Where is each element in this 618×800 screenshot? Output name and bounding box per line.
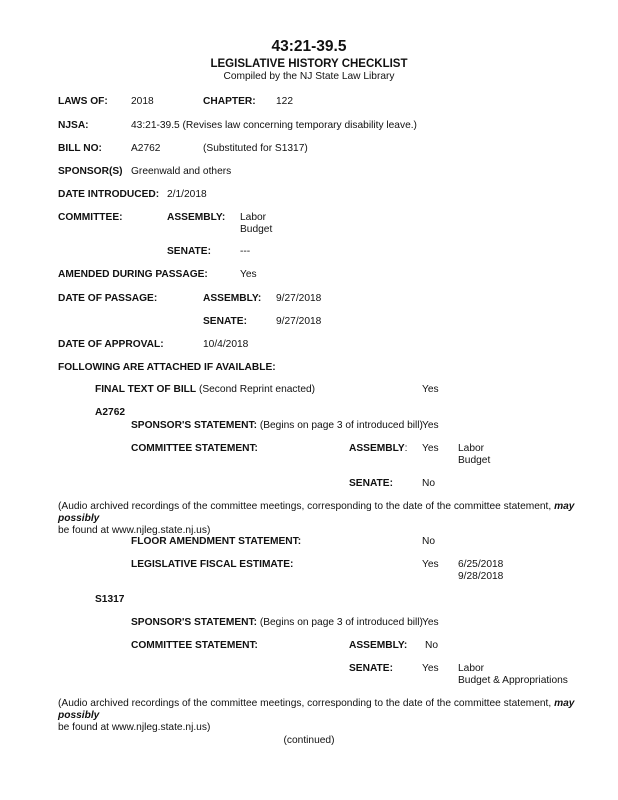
final-text-row: [95, 384, 315, 396]
a-sponsor-note: (Begins on page 3 of introduced bill): [257, 420, 423, 431]
committee-senate-label: SENATE:: [167, 246, 211, 257]
audio-note-link-text: be found at www.njleg.state.nj.us): [58, 722, 211, 733]
audio-note-link-text: be found at www.njleg.state.nj.us): [58, 525, 211, 536]
a-committee-assembly-item: Labor: [458, 443, 485, 454]
a-committee-label: COMMITTEE STATEMENT:: [131, 443, 258, 454]
sponsor-label: SPONSOR(S): [58, 166, 123, 177]
njsa-label: NJSA:: [58, 120, 89, 131]
bill-heading-s1317: S1317: [95, 594, 125, 605]
s-sponsor-label: SPONSOR'S STATEMENT:: [131, 617, 257, 628]
bill-substitution-note: (Substituted for S1317): [203, 143, 308, 154]
laws-of-value: 2018: [131, 96, 154, 107]
a-sponsor-value: Yes: [422, 420, 439, 431]
audio-note: [58, 698, 603, 734]
final-text-value: Yes: [422, 384, 439, 395]
a-floor-value: No: [422, 536, 436, 547]
s-committee-assembly-value: No: [425, 640, 439, 651]
passage-assembly-label: ASSEMBLY:: [203, 293, 262, 304]
a-committee-assembly-label: ASSEMBLY: [349, 443, 405, 454]
date-introduced-value: 2/1/2018: [167, 189, 207, 200]
a-committee-senate-label: SENATE:: [349, 478, 393, 489]
bill-no-value: A2762: [131, 143, 161, 154]
njsa-value: 43:21-39.5 (Revises law concerning temporary disability leave.): [131, 120, 417, 131]
s-sponsor-value: Yes: [422, 617, 439, 628]
sponsor-value: Greenwald and others: [131, 166, 232, 177]
page-subtitle: Compiled by the NJ State Law Library: [223, 71, 395, 82]
passage-label: DATE OF PASSAGE:: [58, 293, 158, 304]
chapter-label: CHAPTER:: [203, 96, 256, 107]
s-committee-senate-label: SENATE:: [349, 663, 393, 674]
s-sponsor-row: [131, 617, 423, 629]
amended-value: Yes: [240, 269, 257, 280]
bill-heading-a2762: A2762: [95, 407, 126, 418]
page-title: LEGISLATIVE HISTORY CHECKLIST: [210, 58, 408, 70]
a-committee-assembly-value: Yes: [422, 443, 439, 454]
approval-value: 10/4/2018: [203, 339, 249, 350]
date-introduced-label: DATE INTRODUCED:: [58, 189, 160, 200]
passage-senate-value: 9/27/2018: [276, 316, 322, 327]
audio-note-text: (Audio archived recordings of the committee meetings, corresponding to the date of the committee statement,: [58, 501, 555, 512]
s-committee-senate-item: Labor: [458, 663, 485, 674]
a-committee-assembly-colon: :: [404, 443, 408, 454]
a-committee-senate-value: No: [422, 478, 436, 489]
passage-assembly-value: 9/27/2018: [276, 293, 322, 304]
final-text-note: (Second Reprint enacted): [196, 384, 316, 395]
committee-assembly-item: Budget: [240, 224, 273, 235]
a-floor-label: FLOOR AMENDMENT STATEMENT:: [131, 536, 302, 547]
committee-assembly-item: Labor: [240, 212, 267, 223]
laws-of-label: LAWS OF:: [58, 96, 108, 107]
audio-note: [58, 501, 603, 537]
chapter-value: 122: [276, 96, 293, 107]
a-fiscal-value: Yes: [422, 559, 439, 570]
a-fiscal-date: 6/25/2018: [458, 559, 504, 570]
bill-no-label: BILL NO:: [58, 143, 102, 154]
s-committee-senate-item: Budget & Appropriations: [458, 675, 568, 686]
continued-note: (continued): [283, 735, 335, 746]
a-committee-assembly-item: Budget: [458, 455, 491, 466]
final-text-label: FINAL TEXT OF BILL: [95, 384, 197, 395]
audio-note-emphasis: may possibly: [58, 698, 575, 721]
s-sponsor-note: (Begins on page 3 of introduced bill): [257, 617, 423, 628]
s-committee-label: COMMITTEE STATEMENT:: [131, 640, 258, 651]
passage-senate-label: SENATE:: [203, 316, 247, 327]
a-sponsor-label: SPONSOR'S STATEMENT:: [131, 420, 257, 431]
a-fiscal-date: 9/28/2018: [458, 571, 504, 582]
a-sponsor-row: [131, 420, 423, 432]
s-committee-senate-value: Yes: [422, 663, 439, 674]
a-fiscal-label: LEGISLATIVE FISCAL ESTIMATE:: [131, 559, 294, 570]
amended-label: AMENDED DURING PASSAGE:: [58, 269, 208, 280]
attached-heading: FOLLOWING ARE ATTACHED IF AVAILABLE:: [58, 362, 276, 373]
approval-label: DATE OF APPROVAL:: [58, 339, 164, 350]
committee-senate-value: ---: [240, 246, 251, 257]
committee-assembly-label: ASSEMBLY:: [167, 212, 226, 223]
audio-note-text: (Audio archived recordings of the committee meetings, corresponding to the date of the committee statement,: [58, 698, 555, 709]
s-committee-assembly-label: ASSEMBLY:: [349, 640, 408, 651]
statute-number: 43:21-39.5: [271, 38, 347, 55]
committee-label: COMMITTEE:: [58, 212, 123, 223]
a-committee-assembly-row: [349, 443, 408, 455]
audio-note-emphasis: may possibly: [58, 501, 575, 524]
